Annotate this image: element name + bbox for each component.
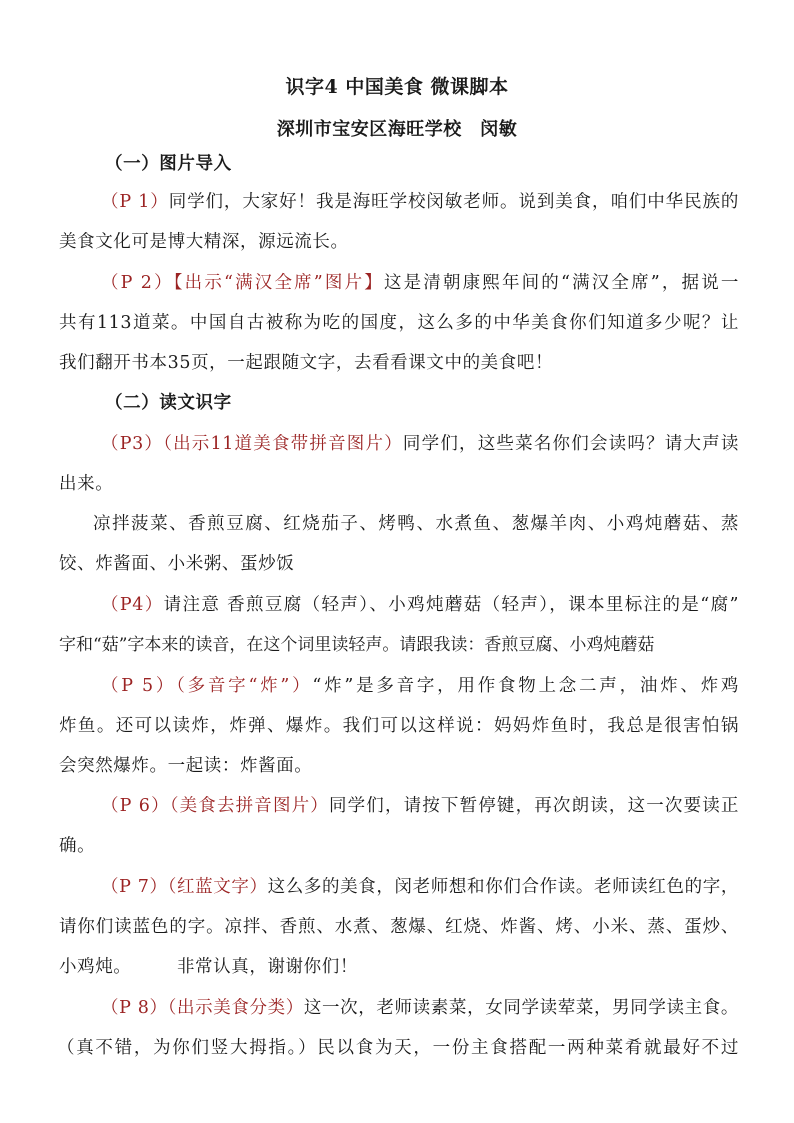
p8-text: 这一次，老师读素菜，女同学读荤菜，男同学读主食。 [303,998,739,1018]
p4-text: 请注意 香煎豆腐（轻声）、小鸡炖蘑菇（轻声），课本里标注的是“腐” [163,595,739,615]
paragraph-p7-line1 [101,875,739,899]
slide-marker-p1: （P 1） [101,192,169,212]
paragraph-p3-line1 [101,432,739,456]
p3-text: 同学们，这些菜名你们会读吗？请大声读 [402,434,739,454]
slide-marker-p3: （P3）（出示11道美食带拼音图片） [101,434,403,454]
paragraph-p8-line1 [101,996,739,1020]
paragraph-p3-line2: 出来。 [59,474,114,494]
paragraph-p5-line2: 炸鱼。还可以读炸，炸弹、爆炸。我们可以这样说：妈妈炸鱼时，我总是很害怕锅 [59,716,739,736]
paragraph-p5-line3: 会突然爆炸。一起读：炸酱面。 [59,756,313,776]
slide-marker-p2: （P 2）【出示“满汉全席”图片】 [101,273,384,293]
dish-list-line1: 凉拌菠菜、香煎豆腐、红烧茄子、烤鸭、水煮鱼、葱爆羊肉、小鸡炖蘑菇、蒸 [93,514,739,534]
paragraph-p8-line2: （真不错，为你们竖大拇指。）民以食为天，一份主食搭配一两种菜肴就最好不过 [57,1038,739,1058]
p7-text: 这么多的美食，闵老师想和你们合作读。老师读红色的字， [267,877,739,897]
p5-text: “炸”是多音字，用作食物上念二声，油炸、炸鸡 [312,676,740,696]
dish-list-line2: 饺、炸酱面、小米粥、蛋炒饭 [59,554,295,574]
paragraph-p5-line1 [101,674,739,698]
paragraph-p4-line1 [101,593,739,617]
paragraph-p2-line3: 我们翻开书本35页，一起跟随文字，去看看课文中的美食吧！ [59,353,554,373]
paragraph-p7-line3: 小鸡炖。 非常认真，谢谢你们！ [59,957,358,977]
paragraph-p2-line2: 共有113道菜。中国自古被称为吃的国度，这么多的中华美食你们知道多少呢？让 [59,313,739,333]
paragraph-p6-line2: 确。 [59,836,96,856]
paragraph-p1-line2: 美食文化可是博大精深，源远流长。 [59,232,349,252]
slide-marker-p5: （P 5）（多音字“炸”） [101,676,313,696]
p6-text: 同学们，请按下暂停键，再次朗读，这一次要读正 [328,796,739,816]
slide-marker-p7: （P 7）（红蓝文字） [101,877,268,897]
slide-marker-p6: （P 6）（美食去拼音图片） [101,796,329,816]
section-heading-1: （一）图片导入 [105,154,232,174]
slide-marker-p8: （P 8）（出示美食分类） [101,998,304,1018]
author-line: 深圳市宝安区海旺学校 闵敏 [276,119,518,140]
section-heading-2: （二）读文识字 [105,393,232,413]
paragraph-p7-line2: 请你们读蓝色的字。凉拌、香煎、水煮、葱爆、红烧、炸酱、烤、小米、蒸、蛋炒、 [59,917,739,937]
document-title: 识字4 中国美食 微课脚本 [285,76,509,98]
p1-text: 同学们，大家好！我是海旺学校闵敏老师。说到美食，咱们中华民族的 [168,192,739,212]
slide-marker-p4: （P4） [101,595,164,615]
paragraph-p2-line1 [101,271,739,295]
p2-text: 这是清朝康熙年间的“满汉全席”，据说一 [383,273,739,293]
paragraph-p6-line1 [101,794,739,818]
paragraph-p4-line2: 字和“菇”字本来的读音，在这个词里读轻声。请跟我读：香煎豆腐、小鸡炖蘑菇 [59,635,655,655]
paragraph-p1-line1 [101,190,739,214]
